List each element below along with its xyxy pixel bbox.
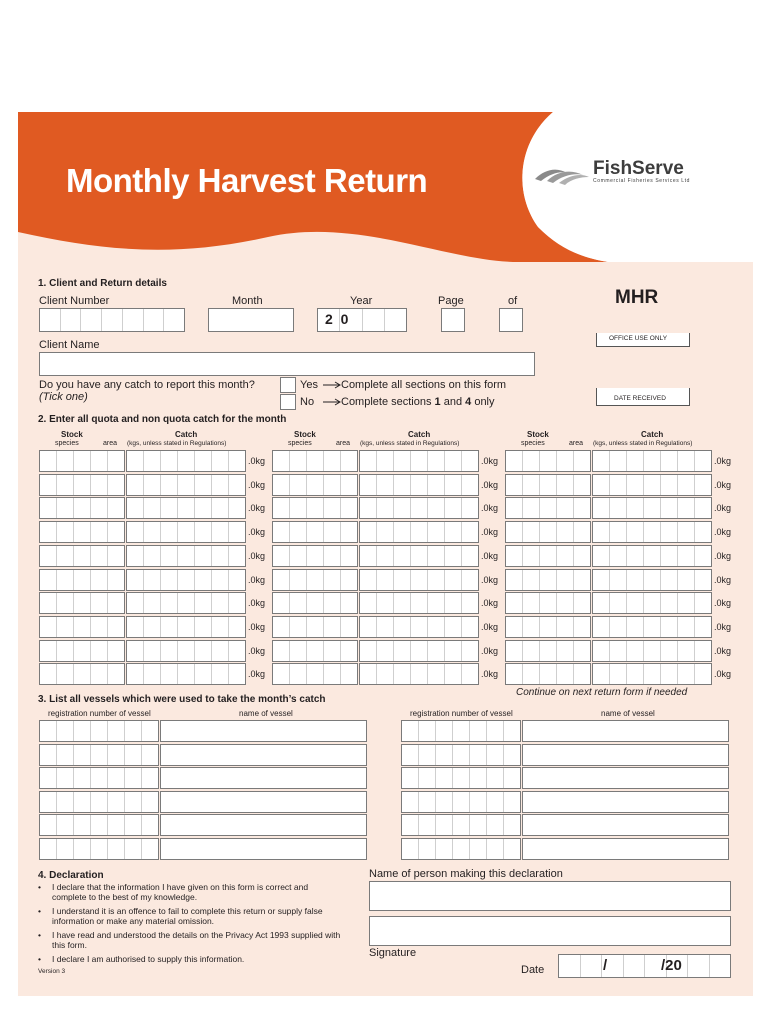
vessel-name-field[interactable] bbox=[522, 814, 729, 836]
catch-amount-field[interactable] bbox=[126, 545, 246, 567]
catch-amount-field[interactable] bbox=[359, 521, 479, 543]
vessel-registration-field[interactable] bbox=[401, 767, 521, 789]
stock-header: Stock bbox=[61, 430, 83, 439]
catch-amount-field[interactable] bbox=[359, 663, 479, 685]
yes-instruction: Complete all sections on this form bbox=[341, 379, 507, 391]
stock-code-field[interactable] bbox=[39, 663, 125, 685]
stock-code-field[interactable] bbox=[39, 450, 125, 472]
registration-header: registration number of vessel bbox=[410, 709, 513, 718]
vessel-name-field[interactable] bbox=[160, 744, 367, 766]
yes-label: Yes bbox=[300, 379, 318, 391]
stock-code-field[interactable] bbox=[39, 640, 125, 662]
month-field[interactable] bbox=[208, 308, 294, 332]
catch-amount-field[interactable] bbox=[592, 521, 712, 543]
catch-amount-field[interactable] bbox=[359, 450, 479, 472]
no-checkbox[interactable] bbox=[280, 394, 296, 410]
month-label: Month bbox=[232, 295, 263, 307]
stock-header: Stock bbox=[527, 430, 549, 439]
stock-code-field[interactable] bbox=[272, 545, 358, 567]
species-header: species bbox=[288, 440, 312, 447]
signature-field[interactable] bbox=[369, 916, 731, 946]
catch-amount-field[interactable] bbox=[126, 592, 246, 614]
kg-unit: .0kg bbox=[714, 621, 732, 632]
section1-heading: 1. Client and Return details bbox=[38, 278, 167, 289]
kg-unit: .0kg bbox=[714, 456, 732, 466]
vessel-registration-field[interactable] bbox=[401, 814, 521, 836]
stock-code-field[interactable] bbox=[505, 592, 591, 614]
kg-unit: .0kg bbox=[481, 479, 499, 490]
catch-amount-field[interactable] bbox=[126, 663, 246, 685]
declaration-item: I declare that the information I have given on this form is correct and complete to the best of my knowledge. bbox=[52, 882, 309, 902]
stock-code-field[interactable] bbox=[272, 521, 358, 543]
bullet-icon: • bbox=[38, 930, 41, 940]
kg-unit: .0kg bbox=[481, 503, 499, 514]
catch-amount-field[interactable] bbox=[359, 474, 479, 496]
form-sheet bbox=[18, 112, 753, 996]
stock-code-field[interactable] bbox=[505, 663, 591, 685]
declaration-item: I have read and understood the details on the Privacy Act 1993 supplied with this form. bbox=[52, 930, 341, 950]
catch-amount-field[interactable] bbox=[126, 450, 246, 472]
stock-code-field[interactable] bbox=[272, 497, 358, 519]
kg-unit: .0kg bbox=[714, 574, 732, 585]
client-name-label: Client Name bbox=[39, 339, 100, 351]
vessel-registration-field[interactable] bbox=[39, 838, 159, 860]
of-label: of bbox=[508, 295, 518, 307]
stock-code-field[interactable] bbox=[39, 616, 125, 638]
catch-amount-field[interactable] bbox=[359, 616, 479, 638]
catch-amount-field[interactable] bbox=[592, 497, 712, 519]
catch-amount-field[interactable] bbox=[592, 474, 712, 496]
kg-unit: .0kg bbox=[248, 527, 266, 538]
yes-checkbox[interactable] bbox=[280, 377, 296, 393]
stock-code-field[interactable] bbox=[39, 474, 125, 496]
stock-code-field[interactable] bbox=[272, 569, 358, 591]
kg-unit: .0kg bbox=[248, 621, 266, 632]
kg-unit: .0kg bbox=[481, 456, 499, 466]
vessel-registration-field[interactable] bbox=[401, 744, 521, 766]
kg-unit: .0kg bbox=[481, 598, 499, 609]
vessel-registration-field[interactable] bbox=[401, 720, 521, 742]
declarant-name-field[interactable] bbox=[369, 881, 731, 911]
declaration-item: I declare I am authorised to supply this information. bbox=[52, 954, 245, 964]
stock-code-field[interactable] bbox=[272, 663, 358, 685]
stock-code-field[interactable] bbox=[39, 569, 125, 591]
client-number-field[interactable] bbox=[39, 308, 185, 332]
stock-code-field[interactable] bbox=[272, 450, 358, 472]
bullet-icon: • bbox=[38, 954, 41, 964]
species-header: species bbox=[521, 440, 545, 447]
catch-amount-field[interactable] bbox=[126, 474, 246, 496]
client-number-label: Client Number bbox=[39, 295, 110, 307]
vessel-name-field[interactable] bbox=[160, 791, 367, 813]
vessel-name-field[interactable] bbox=[160, 838, 367, 860]
signature-label: Signature bbox=[369, 947, 417, 959]
catch-units-header: (kgs, unless stated in Regulations) bbox=[593, 440, 693, 447]
kg-unit: .0kg bbox=[248, 574, 266, 585]
vessel-registration-field[interactable] bbox=[39, 767, 159, 789]
species-header: species bbox=[55, 440, 79, 447]
stock-code-field[interactable] bbox=[505, 497, 591, 519]
kg-unit: .0kg bbox=[481, 550, 499, 561]
stock-code-field[interactable] bbox=[272, 592, 358, 614]
kg-unit: .0kg bbox=[481, 527, 499, 538]
catch-amount-field[interactable] bbox=[592, 663, 712, 685]
vessel-name-field[interactable] bbox=[522, 744, 729, 766]
vessel-name-header: name of vessel bbox=[239, 709, 293, 718]
stock-code-field[interactable] bbox=[39, 592, 125, 614]
kg-unit: .0kg bbox=[714, 503, 732, 514]
kg-unit: .0kg bbox=[714, 527, 732, 538]
no-instruction: Complete sections 1 and 4 only bbox=[341, 396, 495, 408]
date-separator: / bbox=[603, 957, 608, 974]
catch-amount-field[interactable] bbox=[592, 640, 712, 662]
kg-unit: .0kg bbox=[714, 598, 732, 609]
bullet-icon: • bbox=[38, 882, 41, 892]
catch-amount-field[interactable] bbox=[592, 450, 712, 472]
catch-amount-field[interactable] bbox=[126, 640, 246, 662]
catch-amount-field[interactable] bbox=[592, 569, 712, 591]
catch-amount-field[interactable] bbox=[592, 592, 712, 614]
area-header: area bbox=[336, 440, 351, 447]
catch-amount-field[interactable] bbox=[592, 545, 712, 567]
catch-amount-field[interactable] bbox=[359, 640, 479, 662]
section4-heading: 4. Declaration bbox=[38, 870, 104, 881]
stock-code-field[interactable] bbox=[505, 616, 591, 638]
kg-unit: .0kg bbox=[714, 645, 732, 656]
vessel-name-field[interactable] bbox=[522, 838, 729, 860]
declaration-date-field[interactable] bbox=[558, 954, 731, 978]
stock-code-field[interactable] bbox=[505, 569, 591, 591]
form-title: Monthly Harvest Return bbox=[66, 162, 428, 199]
fishserve-logo bbox=[531, 159, 711, 189]
vessel-name-header: name of vessel bbox=[601, 709, 655, 718]
page-label: Page bbox=[438, 295, 464, 307]
kg-unit: .0kg bbox=[714, 550, 732, 561]
catch-units-header: (kgs, unless stated in Regulations) bbox=[360, 440, 460, 447]
section2-heading: 2. Enter all quota and non quota catch for the month bbox=[38, 414, 287, 425]
office-use-label: OFFICE USE ONLY bbox=[609, 335, 668, 342]
catch-amount-field[interactable] bbox=[359, 592, 479, 614]
date-label: Date bbox=[521, 964, 545, 976]
vessel-name-field[interactable] bbox=[522, 720, 729, 742]
vessel-name-field[interactable] bbox=[160, 720, 367, 742]
date-received-label: DATE RECEIVED bbox=[614, 395, 666, 402]
date-year-prefix: /20 bbox=[661, 957, 682, 974]
year-label: Year bbox=[350, 295, 373, 307]
page-field[interactable] bbox=[441, 308, 465, 332]
stock-code-field[interactable] bbox=[272, 640, 358, 662]
catch-header: Catch bbox=[641, 430, 664, 439]
arrow-right-icon bbox=[323, 381, 343, 389]
catch-header: Catch bbox=[408, 430, 431, 439]
stock-code-field[interactable] bbox=[505, 521, 591, 543]
kg-unit: .0kg bbox=[248, 550, 266, 561]
tick-one-hint: (Tick one) bbox=[39, 391, 88, 403]
catch-amount-field[interactable] bbox=[126, 497, 246, 519]
stock-code-field[interactable] bbox=[505, 474, 591, 496]
vessel-registration-field[interactable] bbox=[39, 744, 159, 766]
vessel-name-field[interactable] bbox=[522, 767, 729, 789]
stock-code-field[interactable] bbox=[39, 545, 125, 567]
area-header: area bbox=[103, 440, 118, 447]
stock-code-field[interactable] bbox=[39, 497, 125, 519]
arrow-right-icon bbox=[323, 398, 343, 406]
catch-amount-field[interactable] bbox=[126, 521, 246, 543]
stock-code-field[interactable] bbox=[272, 616, 358, 638]
kg-unit: .0kg bbox=[481, 645, 499, 656]
catch-amount-field[interactable] bbox=[126, 616, 246, 638]
brand-name: FishServe bbox=[593, 158, 684, 179]
kg-unit: .0kg bbox=[248, 503, 266, 514]
stock-code-field[interactable] bbox=[272, 474, 358, 496]
page-of-field[interactable] bbox=[499, 308, 523, 332]
catch-amount-field[interactable] bbox=[359, 545, 479, 567]
catch-amount-field[interactable] bbox=[126, 569, 246, 591]
section3-heading: 3. List all vessels which were used to take the month’s catch bbox=[38, 694, 326, 705]
stock-code-field[interactable] bbox=[505, 450, 591, 472]
catch-units-header: (kgs, unless stated in Regulations) bbox=[127, 440, 227, 447]
vessel-registration-field[interactable] bbox=[39, 791, 159, 813]
stock-code-field[interactable] bbox=[505, 545, 591, 567]
continue-note: Continue on next return form if needed bbox=[516, 687, 688, 698]
declarant-name-label: Name of person making this declaration bbox=[369, 868, 563, 880]
year-prefix: 2 0 bbox=[325, 311, 351, 327]
catch-amount-field[interactable] bbox=[359, 497, 479, 519]
kg-unit: .0kg bbox=[481, 669, 499, 680]
kg-unit: .0kg bbox=[248, 598, 266, 609]
vessel-name-field[interactable] bbox=[522, 791, 729, 813]
vessel-registration-field[interactable] bbox=[401, 791, 521, 813]
catch-question: Do you have any catch to report this month? bbox=[39, 379, 255, 391]
catch-amount-field[interactable] bbox=[592, 616, 712, 638]
no-label: No bbox=[300, 396, 315, 408]
kg-unit: .0kg bbox=[714, 669, 732, 680]
brand-subtitle: Commercial Fisheries Services Ltd bbox=[593, 178, 691, 184]
registration-header: registration number of vessel bbox=[48, 709, 151, 718]
vessel-registration-field[interactable] bbox=[39, 814, 159, 836]
kg-unit: .0kg bbox=[248, 669, 266, 680]
kg-unit: .0kg bbox=[248, 645, 266, 656]
vessel-name-field[interactable] bbox=[160, 814, 367, 836]
area-header: area bbox=[569, 440, 584, 447]
version-label: Version 3 bbox=[38, 968, 66, 975]
kg-unit: .0kg bbox=[481, 621, 499, 632]
vessel-name-field[interactable] bbox=[160, 767, 367, 789]
declaration-item: I understand it is an offence to fail to complete this return or supply false information or make any material omission. bbox=[52, 906, 323, 926]
stock-header: Stock bbox=[294, 430, 316, 439]
kg-unit: .0kg bbox=[714, 479, 732, 490]
stock-code-field[interactable] bbox=[39, 521, 125, 543]
fish-waves-icon bbox=[531, 161, 591, 185]
bullet-icon: • bbox=[38, 906, 41, 916]
kg-unit: .0kg bbox=[248, 479, 266, 490]
client-name-field[interactable] bbox=[39, 352, 535, 376]
kg-unit: .0kg bbox=[248, 456, 266, 466]
vessel-registration-field[interactable] bbox=[401, 838, 521, 860]
vessel-registration-field[interactable] bbox=[39, 720, 159, 742]
stock-code-field[interactable] bbox=[505, 640, 591, 662]
kg-unit: .0kg bbox=[481, 574, 499, 585]
catch-amount-field[interactable] bbox=[359, 569, 479, 591]
catch-header: Catch bbox=[175, 430, 198, 439]
form-code: MHR bbox=[615, 287, 659, 308]
